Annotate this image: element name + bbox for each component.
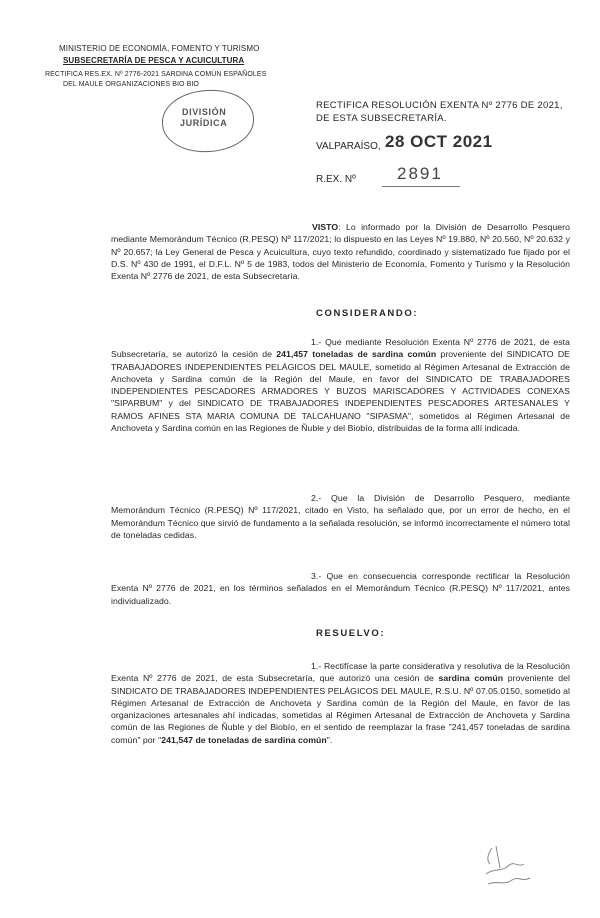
resolution-number-underline (382, 186, 460, 187)
subject-line-1: RECTIFICA RESOLUCIÓN EXENTA Nº 2776 DE 2021, (316, 100, 563, 111)
stamp-text-juridica: JURÍDICA (180, 118, 228, 128)
initials-scribble (478, 838, 538, 898)
place-label: VALPARAÍSO, (316, 141, 381, 152)
considerando-1-text-a: 1.- Que mediante Resolución Exenta Nº 2776 de 2021, de esta Subsecretaría, se autorizó la cesión de (111, 337, 570, 360)
considerando-paragraph-1 (111, 336, 570, 434)
considerando-1-bold: 241,457 toneladas de sardina común (276, 349, 437, 360)
stamp-text-division: DIVISIÓN (182, 107, 227, 117)
reference-line-2: DEL MAULE ORGANIZACIONES BIO BIO (63, 81, 199, 88)
considerando-paragraph-2: 2.- Que la División de Desarrollo Pesquero, mediante Memorándum Técnico (R.PESQ) Nº 117/2021, citado en Visto, ha señalado que, por un error de hecho, en el Memorándum Técnico que sirvió de fundamento a la señalada resolución, se informó incorrectamente el número total de toneladas cedidas. (111, 493, 570, 540)
visto-text: : Lo informado por la División de Desarrollo Pesquero mediante Memorándum Técnico (R.PESQ) Nº 117/2021; lo dispuesto en las Leyes Nº 19.880, Nº 20.560, Nº 20.632 y Nº 20.657; la Ley General de Pesca y Acuicultura, cuyo texto refundido, coordinado y sistematizado fue fijado por el D.S. Nº 430 de 1991, el D.F.L. Nº 5 de 1983, todos del Ministerio de Economía, Fomento y Turismo y la Resolución Exenta Nº 2776 de 2021, de esta Subsecretaría. (111, 222, 570, 282)
resolution-number-label: R.EX. Nº (316, 174, 356, 185)
considerando-paragraph-3: 3.- Que en consecuencia corresponde rectificar la Resolución Exenta Nº 2776 de 2021, en los términos señalados en el Memorándum Técnico (R.PESQ) Nº 117/2021, antes individualizado. (111, 571, 570, 606)
resuelvo-1-bold-1: sardina común (438, 673, 504, 684)
considerando-title: CONSIDERANDO: (316, 308, 419, 319)
visto-label: VISTO (312, 222, 339, 232)
visto-paragraph (111, 221, 570, 282)
subject-line-2: DE ESTA SUBSECRETARÍA. (316, 113, 447, 124)
considerando-1-text-b: proveniente del SINDICATO DE TRABAJADORES INDEPENDIENTES PELÁGICOS DEL MAULE, sometido al Régimen Artesanal de Extracción de Anchoveta y Sardina común de la Región del Maule, en favor del SINDICATO DE TRABAJADORES INDEPENDIENTES PESCADORES ARMADORES Y BUZOS MARISCADORES Y ACTIVIDADES CONEXAS "SIPARBUM" y del SINDICATO DE TRABAJADORES INDEPENDIENTES PESCADORES ARTESANALES Y RAMOS AFINES STA MARIA COMUNA DE TALCAHUANO "SIPASMA", sometidos al Régimen Artesanal de Anchoveta y Sardina común en las Regiones de Ñuble y del Biobío, distribuidas de la forma allí indicada. (111, 349, 571, 434)
date-stamp: 28 OCT 2021 (385, 132, 493, 151)
resuelvo-1-text-b: proveniente del SINDICATO DE TRABAJADORES INDEPENDIENTES PELÁGICOS DEL MAULE, R.S.U. Nº 07.05.0150, sometido al Régimen Artesanal de Extracción de Anchoveta y Sardina común de la Región del Maule, en favor de las organizaciones artesanales ahí indicadas, sometidas al Régimen Artesanal de Extracción de Anchoveta y Sardina común de las Regiones de Ñuble y del Biobío, en el sentido de reemplazar la frase "241,457 toneladas de sardina común" por " (111, 673, 570, 745)
ministry-name: MINISTERIO DE ECONOMÍA, FOMENTO Y TURISMO (59, 44, 260, 53)
resuelvo-title: RESUELVO: (316, 628, 386, 639)
resolution-number: 2891 (397, 164, 443, 183)
resuelvo-paragraph-1 (111, 660, 570, 746)
document-subject (316, 99, 576, 125)
resuelvo-1-text-a: 1.- Rectifícase la parte considerativa y resolutiva de la Resolución Exenta Nº 2776 de 2021, de esta Subsecretaría, que autorizó una cesión de (111, 661, 570, 684)
subsecretaria-name: SUBSECRETARÍA DE PESCA Y ACUICULTURA (63, 56, 245, 65)
resuelvo-1-text-c: ". (326, 734, 333, 745)
resuelvo-1-bold-2: 241,547 de toneladas de sardina común (161, 734, 327, 745)
reference-line-1: RECTIFICA RES.EX. Nº 2776-2021 SARDINA COMÚN ESPAÑOLES (45, 71, 267, 78)
